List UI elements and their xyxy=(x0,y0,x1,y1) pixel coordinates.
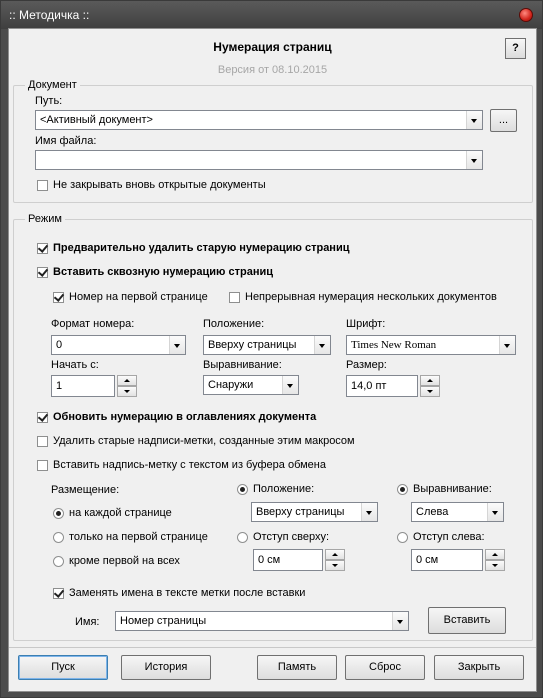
keep-open-checkbox[interactable] xyxy=(37,180,48,191)
version-label: Версия от 08.10.2015 xyxy=(217,64,328,76)
chevron-down-icon[interactable] xyxy=(314,336,330,354)
font-combo[interactable] xyxy=(346,335,516,355)
font-label: Шрифт: xyxy=(346,318,386,330)
path-value: <Активный документ> xyxy=(40,114,153,126)
format-value: 0 xyxy=(56,339,63,351)
mark-align-label: Выравнивание: xyxy=(413,483,492,495)
position-label: Положение: xyxy=(203,318,265,330)
browse-button[interactable]: ... xyxy=(490,109,517,132)
mark-position-radio[interactable] xyxy=(237,484,248,495)
name-value: Номер страницы xyxy=(120,615,207,627)
size-label: Размер: xyxy=(346,359,387,371)
placement-label: Размещение: xyxy=(51,484,120,496)
mark-position-label: Положение: xyxy=(253,483,315,495)
chevron-down-icon[interactable] xyxy=(392,612,408,630)
start-stepper[interactable] xyxy=(51,375,139,397)
run-button[interactable]: Пуск xyxy=(18,655,108,680)
window-title: :: Методичка :: xyxy=(9,8,90,22)
first-page-checkbox[interactable] xyxy=(53,292,64,303)
position-combo[interactable] xyxy=(203,335,331,355)
insert-mark-label: Вставить надпись-метку с текстом из буфера обмена xyxy=(53,459,326,471)
help-button[interactable]: ? xyxy=(505,38,526,59)
every-page-label: на каждой странице xyxy=(69,507,172,519)
reset-button[interactable]: Сброс xyxy=(345,655,425,680)
start-label: Начать с: xyxy=(51,359,99,371)
mark-position-value: Вверху страницы xyxy=(256,506,345,518)
align-value: Снаружи xyxy=(208,379,254,391)
insert-through-label: Вставить сквозную нумерацию страниц xyxy=(53,266,273,278)
remove-old-checkbox[interactable] xyxy=(37,243,48,254)
mark-align-value: Слева xyxy=(416,506,449,518)
size-value: 14,0 пт xyxy=(351,380,387,392)
continuous-checkbox[interactable] xyxy=(229,292,240,303)
mark-align-radio[interactable] xyxy=(397,484,408,495)
position-value: Вверху страницы xyxy=(208,339,297,351)
chevron-down-icon[interactable] xyxy=(487,503,503,521)
every-page-radio[interactable] xyxy=(53,508,64,519)
first-page-label: Номер на первой странице xyxy=(69,291,208,303)
insert-mark-checkbox[interactable] xyxy=(37,460,48,471)
only-first-label: только на первой странице xyxy=(69,531,208,543)
only-first-radio[interactable] xyxy=(53,532,64,543)
chevron-down-icon[interactable] xyxy=(169,336,185,354)
left-offset-radio[interactable] xyxy=(397,532,408,543)
delete-marks-checkbox[interactable] xyxy=(37,436,48,447)
chevron-down-icon[interactable] xyxy=(499,336,515,354)
page-title: Нумерация страниц xyxy=(213,40,332,54)
except-first-label: кроме первой на всех xyxy=(69,555,180,567)
memory-button[interactable]: Память xyxy=(257,655,337,680)
filename-label: Имя файла: xyxy=(35,135,97,147)
spin-up-icon[interactable] xyxy=(117,375,137,386)
except-first-radio[interactable] xyxy=(53,556,64,567)
insert-button[interactable]: Вставить xyxy=(428,607,506,634)
spin-down-icon[interactable] xyxy=(420,386,440,397)
title-bar[interactable] xyxy=(1,1,542,29)
align-label: Выравнивание: xyxy=(203,359,282,371)
mark-align-combo[interactable] xyxy=(411,502,504,522)
spin-up-icon[interactable] xyxy=(325,549,345,560)
spin-up-icon[interactable] xyxy=(420,375,440,386)
spin-down-icon[interactable] xyxy=(485,560,505,571)
format-combo[interactable] xyxy=(51,335,186,355)
start-value: 1 xyxy=(56,380,63,392)
document-group-label: Документ xyxy=(25,79,80,91)
history-button[interactable]: История xyxy=(121,655,211,680)
mode-group xyxy=(13,219,533,641)
chevron-down-icon[interactable] xyxy=(466,151,482,169)
left-offset-value: 0 см xyxy=(416,554,439,566)
delete-marks-label: Удалить старые надписи-метки, созданные этим макросом xyxy=(53,435,355,447)
footer-separator xyxy=(9,647,536,648)
top-offset-value: 0 см xyxy=(258,554,281,566)
align-combo[interactable] xyxy=(203,375,299,395)
chevron-down-icon[interactable] xyxy=(466,111,482,129)
replace-names-label: Заменять имена в тексте метки после вставки xyxy=(69,587,306,599)
name-label: Имя: xyxy=(75,616,100,628)
chevron-down-icon[interactable] xyxy=(361,503,377,521)
left-offset-stepper[interactable] xyxy=(411,549,507,571)
top-offset-label: Отступ сверху: xyxy=(253,531,330,543)
top-offset-stepper[interactable] xyxy=(253,549,349,571)
filename-combo[interactable] xyxy=(35,150,483,170)
chevron-down-icon[interactable] xyxy=(282,376,298,394)
insert-through-checkbox[interactable] xyxy=(37,267,48,278)
replace-names-checkbox[interactable] xyxy=(53,588,64,599)
close-icon[interactable] xyxy=(519,8,533,22)
top-offset-radio[interactable] xyxy=(237,532,248,543)
font-value: Times New Roman xyxy=(351,339,437,351)
continuous-label: Непрерывная нумерация нескольких документов xyxy=(245,291,497,303)
size-input[interactable] xyxy=(346,375,418,397)
path-label: Путь: xyxy=(35,95,63,107)
size-stepper[interactable] xyxy=(346,375,442,397)
update-toc-label: Обновить нумерацию в оглавлениях документа xyxy=(53,411,317,423)
path-combo[interactable] xyxy=(35,110,483,130)
spin-down-icon[interactable] xyxy=(325,560,345,571)
left-offset-label: Отступ слева: xyxy=(413,531,485,543)
spin-down-icon[interactable] xyxy=(117,386,137,397)
format-label: Формат номера: xyxy=(51,318,135,330)
start-input[interactable] xyxy=(51,375,115,397)
top-offset-input[interactable] xyxy=(253,549,323,571)
update-toc-checkbox[interactable] xyxy=(37,412,48,423)
name-combo[interactable] xyxy=(115,611,409,631)
mark-position-combo[interactable] xyxy=(251,502,378,522)
mode-group-label: Режим xyxy=(25,213,65,225)
remove-old-label: Предварительно удалить старую нумерацию страниц xyxy=(53,242,350,254)
spin-up-icon[interactable] xyxy=(485,549,505,560)
close-button[interactable]: Закрыть xyxy=(434,655,524,680)
left-offset-input[interactable] xyxy=(411,549,483,571)
dialog-body xyxy=(8,28,537,692)
keep-open-label: Не закрывать вновь открытые документы xyxy=(53,179,266,191)
